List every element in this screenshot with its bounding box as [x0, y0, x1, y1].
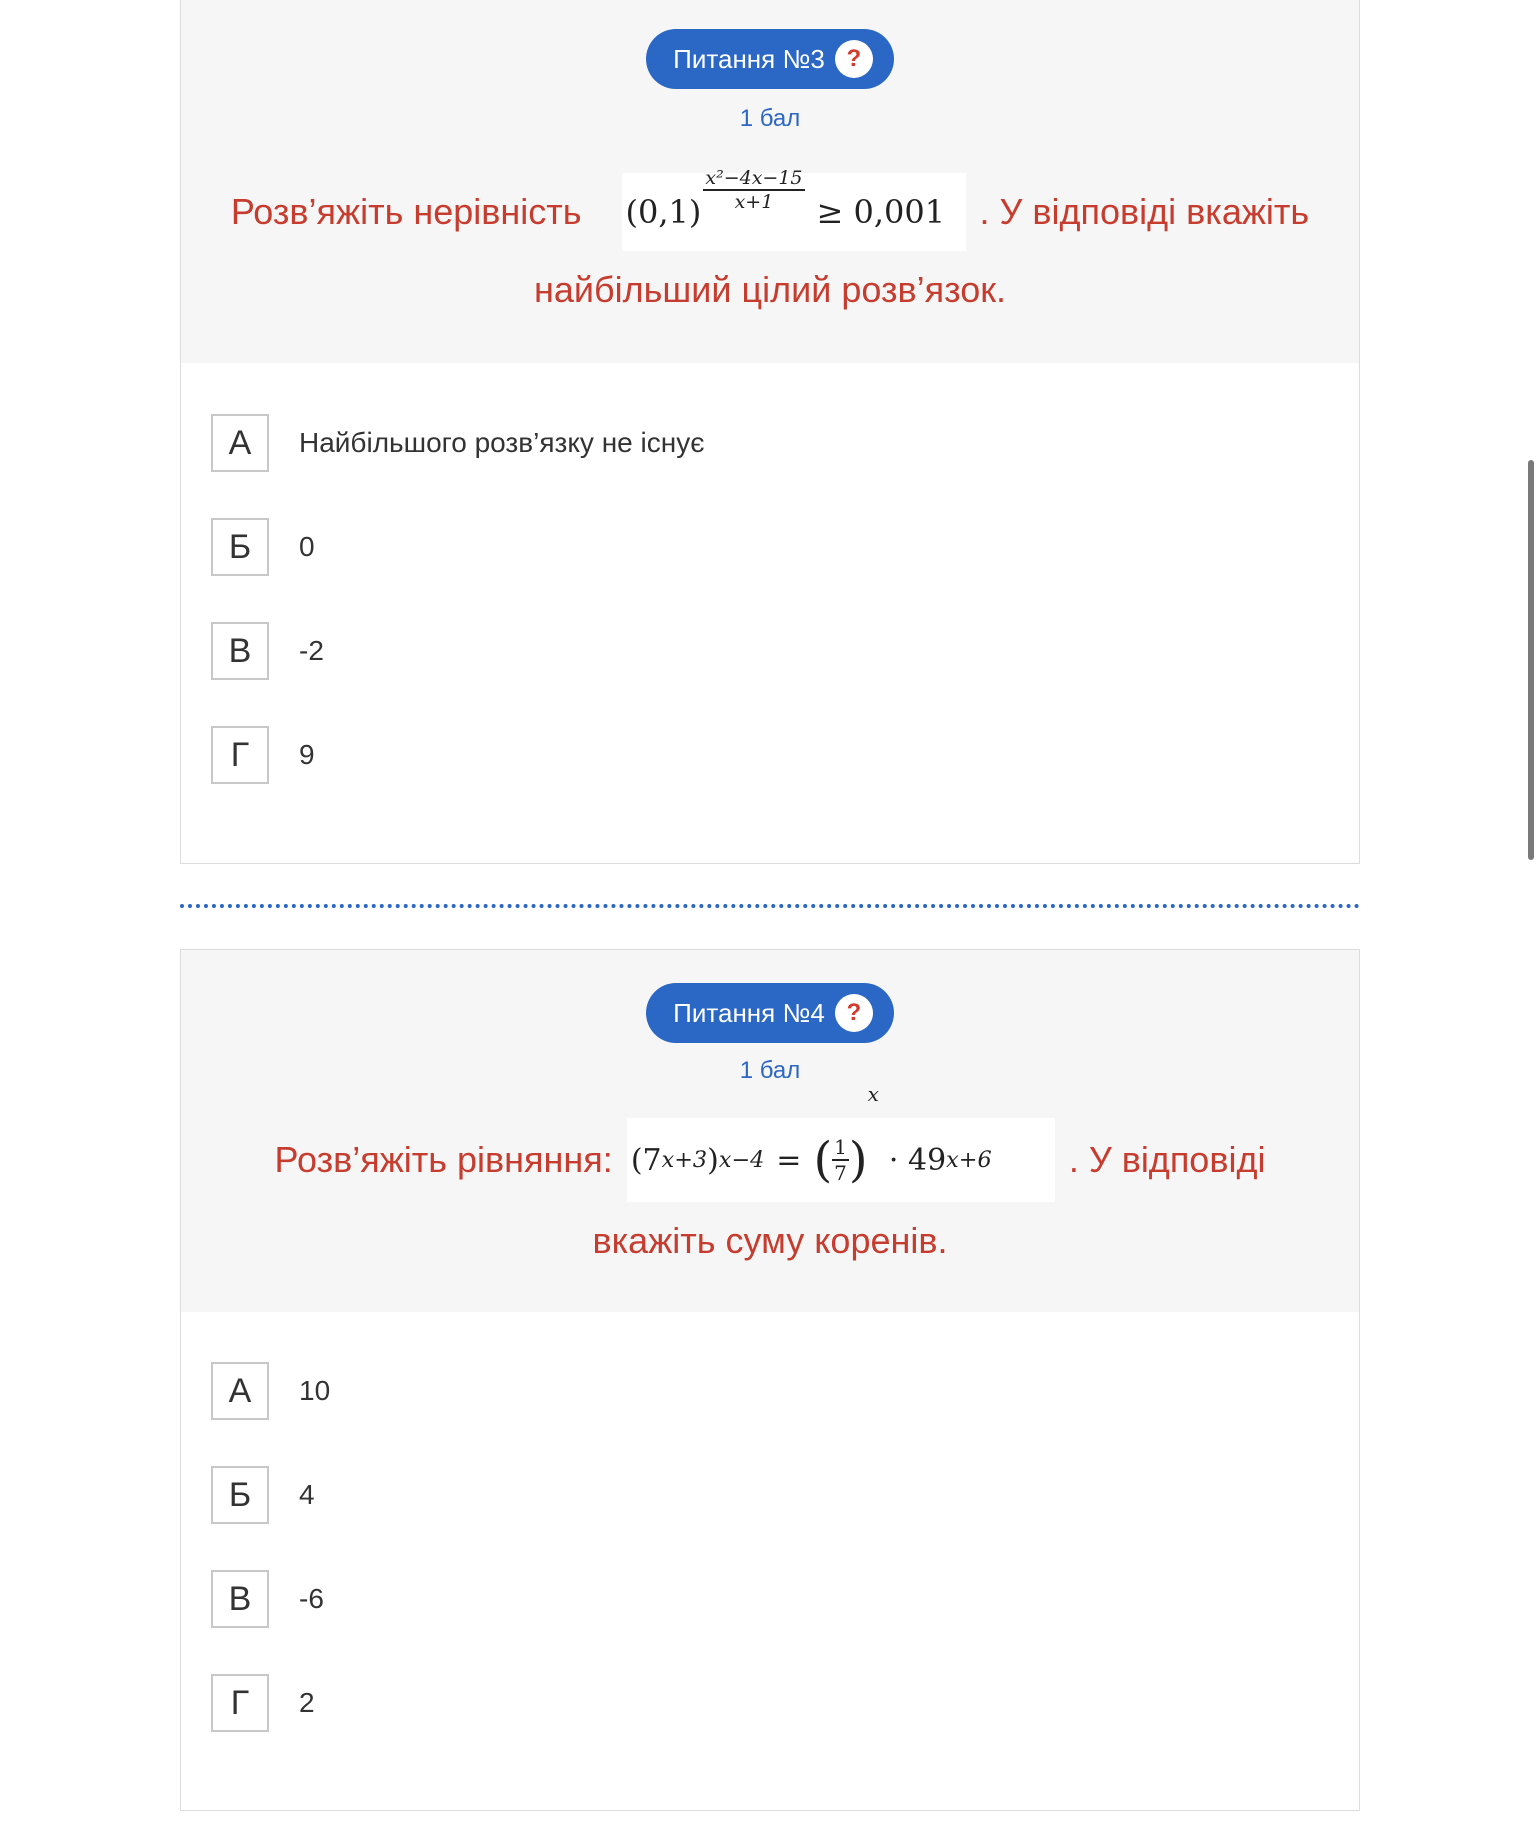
formula-lhs-inner-exp: x+3	[661, 1147, 708, 1173]
help-icon[interactable]: ?	[835, 40, 873, 78]
answer-letter-box[interactable]: Б	[211, 1466, 269, 1524]
prompt-before: Розв’яжіть рівняння:	[274, 1139, 613, 1180]
answer-text: 0	[299, 531, 315, 562]
paren-close: )	[848, 1132, 868, 1188]
prompt-after: . У відповіді вкажіть	[979, 191, 1310, 232]
question-prompt	[181, 167, 1359, 311]
prompt-line-2: найбільший цілий розв’язок.	[534, 269, 1006, 310]
answer-text: 4	[299, 1479, 315, 1510]
answer-letter-box[interactable]: В	[211, 622, 269, 680]
answer-text: Найбільшого розв’язку не існує	[299, 427, 705, 458]
answer-letter-box[interactable]: А	[211, 1362, 269, 1420]
answer-text: 2	[299, 1687, 315, 1718]
formula-base: (0,1)	[625, 193, 702, 231]
answer-option[interactable]	[211, 517, 705, 577]
answer-text: 9	[299, 739, 315, 770]
answer-option[interactable]	[211, 1673, 330, 1733]
question-prompt	[181, 1082, 1359, 1262]
answer-letter-box[interactable]: Б	[211, 518, 269, 576]
answer-letter-box[interactable]: А	[211, 414, 269, 472]
answer-text: 10	[299, 1375, 331, 1406]
question-title: Питання №4	[673, 997, 825, 1028]
answer-letter-box[interactable]: В	[211, 1570, 269, 1628]
question-points: 1 бал	[739, 1057, 801, 1084]
formula-fraction	[832, 1135, 849, 1185]
scrollbar[interactable]	[1528, 460, 1534, 860]
formula-equals: =	[776, 1142, 802, 1178]
answer-option[interactable]	[211, 1569, 330, 1629]
exponent-denominator: x+1	[734, 191, 774, 213]
answer-option[interactable]	[211, 1361, 330, 1421]
answer-option[interactable]	[211, 725, 705, 785]
answer-letter-box[interactable]: Г	[211, 726, 269, 784]
exponent-numerator: x²−4x−15	[705, 167, 803, 189]
answer-option[interactable]	[211, 413, 705, 473]
formula-exponent	[703, 167, 804, 213]
answer-text: -2	[299, 635, 324, 666]
answer-list	[211, 413, 705, 829]
question-header	[181, 950, 1359, 1312]
formula-image	[622, 167, 966, 251]
question-card-4	[180, 949, 1360, 1811]
prompt-line-2: вкажіть суму коренів.	[592, 1220, 948, 1261]
question-points: 1 бал	[739, 105, 801, 132]
answer-option[interactable]	[211, 621, 705, 681]
fraction-exponent: x	[867, 1082, 879, 1106]
question-divider	[180, 904, 1360, 908]
formula-lhs-outer-exp: x−4	[718, 1147, 765, 1173]
formula-relation: ≥ 0,001	[816, 193, 946, 231]
prompt-after: . У відповіді	[1068, 1139, 1266, 1180]
formula-rhs: · 49	[888, 1142, 947, 1178]
question-number-badge	[646, 983, 894, 1043]
paren-open: (	[813, 1132, 833, 1188]
formula-lhs-base: (7	[630, 1142, 662, 1178]
question-card-3	[180, 0, 1360, 864]
formula-rhs-exp: x+6	[946, 1147, 992, 1173]
question-header	[181, 0, 1359, 363]
answer-letter-box[interactable]: Г	[211, 1674, 269, 1732]
answer-option[interactable]	[211, 1465, 330, 1525]
question-title: Питання №3	[673, 43, 825, 74]
prompt-before: Розв’яжіть нерівність	[230, 191, 582, 232]
answer-list	[211, 1361, 330, 1777]
question-number-badge	[646, 29, 894, 89]
formula-image	[627, 1082, 1055, 1202]
formula-lhs-close: )	[707, 1142, 719, 1178]
help-icon[interactable]: ?	[835, 994, 873, 1032]
answer-text: -6	[299, 1583, 324, 1614]
fraction-numerator: 1	[834, 1135, 847, 1159]
fraction-denominator: 7	[834, 1161, 847, 1185]
